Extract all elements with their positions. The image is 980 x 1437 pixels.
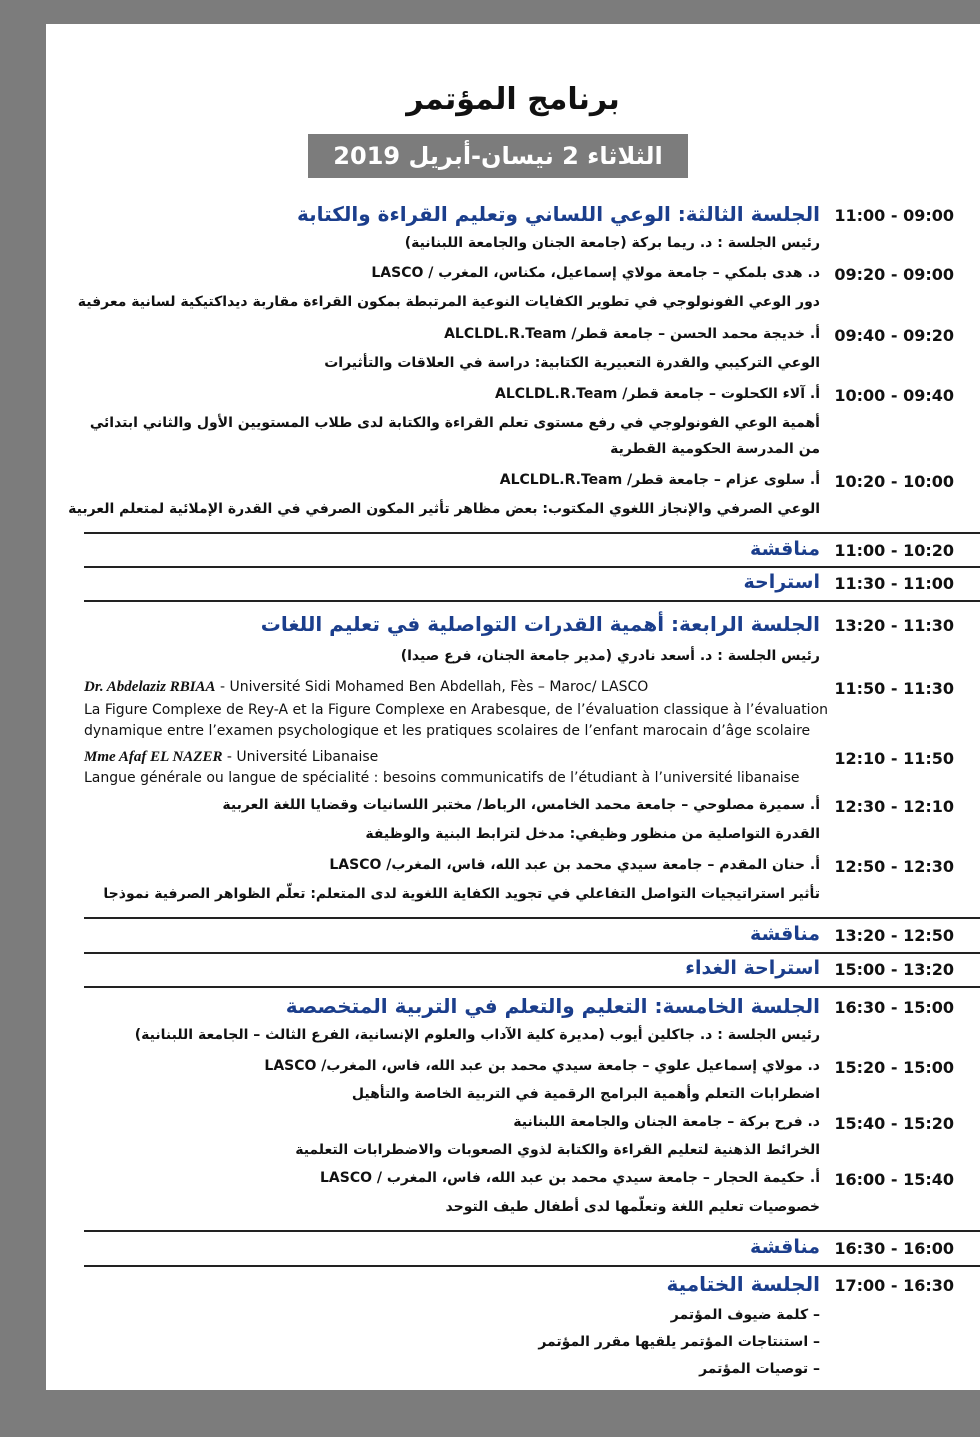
discussion-time: 13:20 - 12:50 bbox=[834, 926, 954, 945]
talk-time: 11:50 - 11:30 bbox=[834, 679, 954, 698]
session-time: 16:30 - 15:00 bbox=[834, 998, 954, 1017]
session-title: الجلسة الثالثة: الوعي اللساني وتعليم القراءة والكتابة bbox=[296, 202, 820, 226]
talk-speaker: Mme Afaf EL NAZER bbox=[84, 749, 223, 765]
divider bbox=[84, 566, 980, 568]
talk-affiliation: - Université Libanaise bbox=[222, 749, 379, 765]
talk-time: 12:10 - 11:50 bbox=[834, 749, 954, 768]
talk-time: 12:50 - 12:30 bbox=[834, 857, 954, 876]
session-time: 13:20 - 11:30 bbox=[834, 616, 954, 635]
discussion-label: مناقشة bbox=[750, 1236, 820, 1258]
talk-speaker: أ. خديجة محمد الحسن – جامعة قطر/ ALCLDL.R.Team bbox=[444, 326, 820, 342]
divider bbox=[84, 1265, 980, 1267]
divider bbox=[84, 532, 980, 534]
talk-affiliation: - Université Sidi Mohamed Ben Abdellah, Fès – Maroc/ LASCO bbox=[215, 679, 649, 695]
session-time: 11:00 - 09:00 bbox=[834, 206, 954, 225]
discussion-time: 11:00 - 10:20 bbox=[834, 541, 954, 560]
divider bbox=[84, 917, 980, 919]
divider bbox=[84, 600, 980, 602]
lunch-label: استراحة الغداء bbox=[685, 957, 820, 979]
divider bbox=[84, 1230, 980, 1232]
talk-time: 15:40 - 15:20 bbox=[834, 1114, 954, 1133]
page-title: برنامج المؤتمر bbox=[406, 82, 620, 117]
date-banner: الثلاثاء 2 نيسان-أبريل 2019 bbox=[308, 134, 688, 178]
divider bbox=[84, 952, 980, 954]
break-time: 11:30 - 11:00 bbox=[834, 574, 954, 593]
talk-time: 12:30 - 12:10 bbox=[834, 797, 954, 816]
session-title: الجلسة الختامية bbox=[666, 1272, 820, 1296]
talk-speaker: أ. حنان المقدم – جامعة سيدي محمد بن عبد الله، فاس، المغرب/ LASCO bbox=[329, 857, 820, 873]
talk-time: 15:20 - 15:00 bbox=[834, 1058, 954, 1077]
talk-speaker: د. فرح بركة – جامعة الجنان والجامعة اللبنانية bbox=[513, 1114, 820, 1130]
talk-time: 16:00 - 15:40 bbox=[834, 1170, 954, 1189]
discussion-time: 16:30 - 16:00 bbox=[834, 1239, 954, 1258]
talk-time: 10:00 - 09:40 bbox=[834, 386, 954, 405]
session-title: الجلسة الرابعة: أهمية القدرات التواصلية في تعليم اللغات bbox=[260, 612, 820, 636]
lunch-time: 15:00 - 13:20 bbox=[834, 960, 954, 979]
talk-time: 10:20 - 10:00 bbox=[834, 472, 954, 491]
divider bbox=[84, 986, 980, 988]
discussion-label: مناقشة bbox=[750, 538, 820, 560]
talk-time: 09:40 - 09:20 bbox=[834, 326, 954, 345]
program-page: برنامج المؤتمر الثلاثاء 2 نيسان-أبريل 2019 11:00 - 09:00 الجلسة الثالثة: الوعي اللساني وتعليم القراءة والكتابة رئيس الجلسة : د. ريما بركة (جامعة الجنان والجامعة اللبنانية) 09:20 - 09:00 د. هدى بلمكي – جامعة مولاي إسماعيل، مكناس، المغرب / LASCO دور الوعي الفونولوجي في تطوير الكفايات النوعية المرتبطة بمكون القراءة مقاربة ديداكتيكية لسانية معرفية 09:40 - 09:20 أ. خديجة محمد الحسن – جامعة قطر/ ALCLDL.R.Team الوعي التركيبي والقدرة التعبيرية الكتابية: دراسة في العلاقات والتأثيرات 10:00 - 09:40 أ. آلاء الكحلوت – جامعة قطر/ ALCLDL.R.Team أهمية الوعي الفونولوجي في رفع مستوى تعلم القراءة والكتابة لدى طلاب المستويين الأول والثاني ابتدائي من المدرسة الحكومية القطرية 10:20 - 10:00 أ. سلوى عزام – جامعة قطر/ ALCLDL.R.Team الوعي الصرفي والإنجاز اللغوي المكتوب: بعض مظاهر تأثير المكون الصرفي في القدرة الإملائية لمتعلم العربية 11:00 - 10:20 مناقشة 11:30 - 11:00 استراحة 13:20 - 11:30 الجلسة الرابعة: أهمية القدرات التواصلية في تعليم اللغات رئيس الجلسة : د. أسعد نادري (مدير جامعة الجنان، فرع صيدا) 11:50 - 11:30 Dr. Abdelaziz RBIAA - Université Sidi Mohamed Ben Abdellah, Fès – Maroc/ LASCO La Figure Complexe de Rey-A et la Figure Complexe en Arabesque, de l’évaluation classique à l’évaluation dynamique entre l’examen psychologique et les pratiques scolaires de l’enfant marocain d’âge scolaire 12:10 - 11:50 Mme Afaf EL NAZER - Université Libanaise Langue générale ou langue de spécialité : besoins communicatifs de l’étudiant à l’université libanaise 12:30 - 12:10 أ. سميرة مصلوحي – جامعة محمد الخامس، الرباط/ مختبر اللسانيات وقضايا اللغة العربية القدرة التواصلية من منظور وظيفي: مدخل لترابط البنية والوظيفة 12:50 - 12:30 أ. حنان المقدم – جامعة سيدي محمد بن عبد الله، فاس، المغرب/ LASCO تأثير استراتيجيات التواصل التفاعلي في تجويد الكفاية اللغوية لدى المتعلم: تعلّم الظواهر الصرفية نموذجا 13:20 - 12:50 مناقشة 15:00 - 13:20 استراحة الغداء 16:30 - 15:00 الجلسة الخامسة: التعليم والتعلم في التربية المتخصصة رئيس الجلسة : د. جاكلين أيوب (مديرة كلية الآداب والعلوم الإنسانية، الفرع الثالث – الجامعة اللبنانية) 15:20 - 15:00 د. مولاي إسماعيل علوي – جامعة سيدي محمد بن عبد الله، فاس، المغرب/ LASCO اضطرابات التعلم وأهمية البرامج الرقمية في التربية الخاصة والتأهيل 15:40 - 15:20 د. فرح بركة – جامعة الجنان والجامعة اللبنانية الخرائط الذهنية لتعليم القراءة والكتابة لذوي الصعوبات والاضطرابات التعلمية 16:00 - 15:40 أ. حكيمة الحجار – جامعة سيدي محمد بن عبد الله، فاس، المغرب / LASCO خصوصيات تعليم اللغة وتعلّمها لدى أطفال طيف التوحد 16:30 - 16:00 مناقشة 17:00 - 16:30 الجلسة الختامية – كلمة ضيوف المؤتمر – استنتاجات المؤتمر يلقيها مقرر المؤتمر – توصيات المؤتمر bbox=[46, 24, 980, 1390]
session-title: الجلسة الخامسة: التعليم والتعلم في التربية المتخصصة bbox=[285, 994, 820, 1018]
break-label: استراحة bbox=[743, 571, 820, 593]
discussion-label: مناقشة bbox=[750, 923, 820, 945]
talk-speaker: أ. سلوى عزام – جامعة قطر/ ALCLDL.R.Team bbox=[499, 472, 820, 488]
talk-speaker: د. هدى بلمكي – جامعة مولاي إسماعيل، مكناس، المغرب / LASCO bbox=[371, 265, 820, 281]
talk-speaker: د. مولاي إسماعيل علوي – جامعة سيدي محمد بن عبد الله، فاس، المغرب/ LASCO bbox=[264, 1058, 820, 1074]
talk-speaker: أ. حكيمة الحجار – جامعة سيدي محمد بن عبد الله، فاس، المغرب / LASCO bbox=[319, 1170, 820, 1186]
talk-speaker: Dr. Abdelaziz RBIAA bbox=[84, 679, 216, 695]
talk-speaker: أ. آلاء الكحلوت – جامعة قطر/ ALCLDL.R.Team bbox=[494, 386, 820, 402]
session-time: 17:00 - 16:30 bbox=[834, 1276, 954, 1295]
talk-time: 09:20 - 09:00 bbox=[834, 265, 954, 284]
talk-speaker: أ. سميرة مصلوحي – جامعة محمد الخامس، الرباط/ مختبر اللسانيات وقضايا اللغة العربية bbox=[222, 797, 820, 813]
